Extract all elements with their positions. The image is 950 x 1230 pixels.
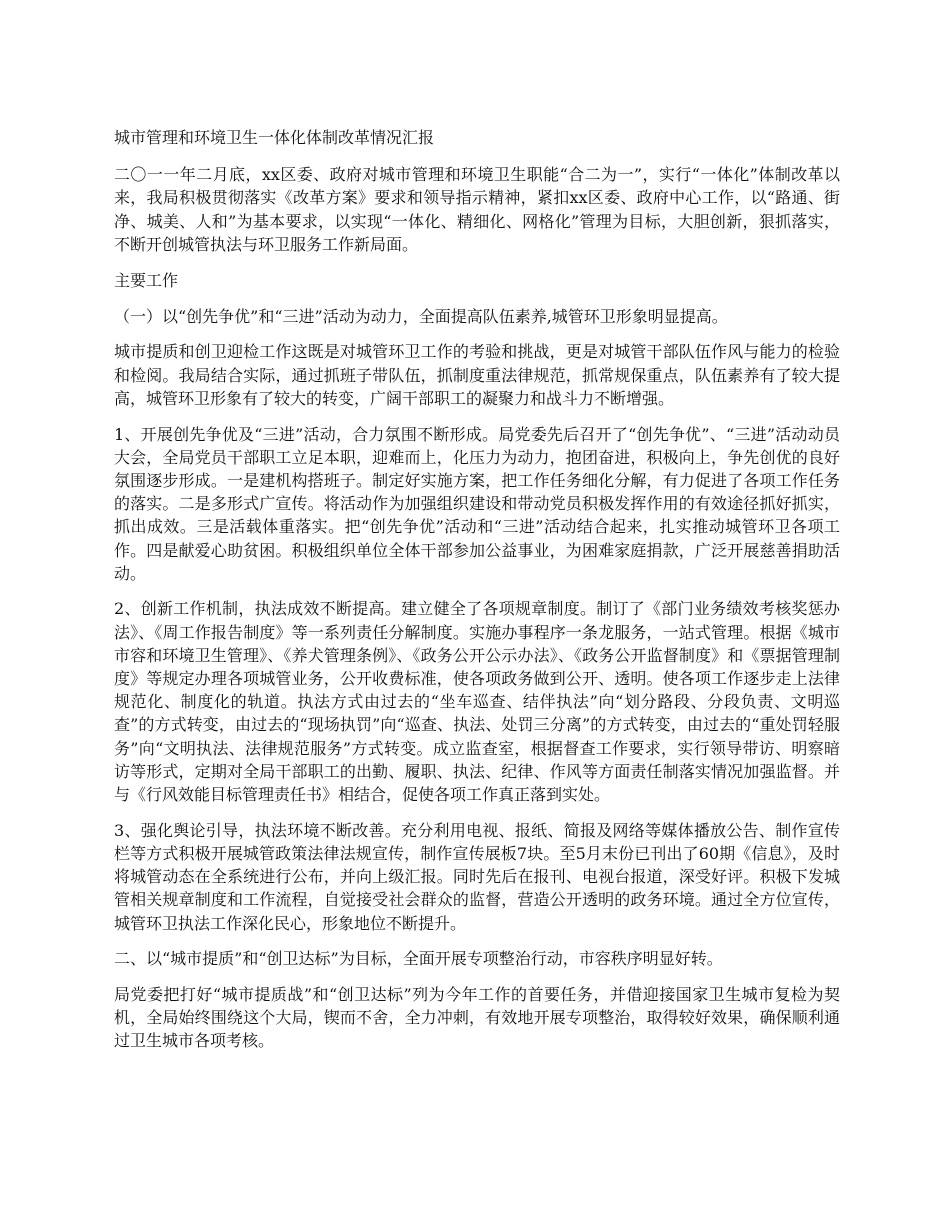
- list-item-2: 2、创新工作机制，执法成效不断提高。建立健全了各项规章制度。制订了《部门业务绩效考核奖惩办法》、《周工作报告制度》等一系列责任分解制度。实施办事程序一条龙服务，一站式管理。根据《城市市容和环境卫生管理》、《养犬管理条例》、《政务公开公示办法》、《政务公开监督制度》和《票据管理制度》等规定办理各项城管业务，公开收费标准，使各项政务做到公开、透明。使各项工作逐步走上法律规范化、制度化的轨道。执法方式由过去的“坐车巡查、结伴执法”向“划分路段、分段负责、文明巡查”的方式转变，由过去的“现场执罚”向“巡查、执法、处罚三分离”的方式转变，由过去的“重处罚轻服务”向“文明执法、法律规范服务”方式转变。成立监查室，根据督查工作要求，实行领导带访、明察暗访等形式，定期对全局干部职工的出勤、履职、执法、纪律、作风等方面责任制落实情况加强监督。并与《行风效能目标管理责任书》相结合，促使各项工作真正落到实处。: [114, 599, 840, 805]
- subsection-heading-1: （一）以“创先争优”和“三进”活动为动力，全面提高队伍素养,城管环卫形象明显提高。: [114, 306, 728, 326]
- subsection-heading-2: 二、以“城市提质”和“创卫达标”为目标，全面开展专项整治行动，市容秩序明显好转。: [114, 949, 723, 969]
- section-heading-main-work: 主要工作: [114, 270, 179, 290]
- body-paragraph: 城市提质和创卫迎检工作这既是对城管环卫工作的考验和挑战，更是对城管干部队伍作风与能力的检验和检阅。我局结合实际，通过抓班子带队伍，抓制度重法律规范，抓常规保重点，队伍素养有了较大提高，城管环卫形象有了较大的转变，广阔干部职工的凝聚力和战斗力不断增强。: [114, 342, 840, 408]
- intro-paragraph: 二〇一一年二月底，xx区委、政府对城市管理和环境卫生职能“合二为一”，实行“一体化”体制改革以来，我局积极贯彻落实《改革方案》要求和领导指示精神，紧扣xx区委、政府中心工作，以“路通、街净、城美、人和”为基本要求，以实现“一体化、精细化、网格化”管理为目标，大胆创新，狠抓落实，不断开创城管执法与环卫服务工作新局面。: [114, 165, 840, 254]
- list-item-1: 1、开展创先争优及“三进”活动，合力氛围不断形成。局党委先后召开了“创先争优”、“三进”活动动员大会，全局党员干部职工立足本职，迎难而上，化压力为动力，抱团奋进，积极向上，争先创优的良好氛围逐步形成。一是建机构搭班子。制定好实施方案，把工作任务细化分解，有力促进了各项工作任务的落实。二是多形式广宣传。将活动作为加强组织建设和带动党员积极发挥作用的有效途径抓好抓实，抓出成效。三是活载体重落实。把“创先争优”活动和“三进”活动结合起来，扎实推动城管环卫各项工作。四是献爱心助贫困。积极组织单位全体干部参加公益事业，为困难家庭捐款，广泛开展慈善捐助活动。: [114, 424, 840, 583]
- document-page: [114, 126, 840, 1065]
- document-title: 城市管理和环境卫生一体化体制改革情况汇报: [114, 128, 435, 147]
- list-item-3: 3、强化舆论引导，执法环境不断改善。充分利用电视、报纸、简报及网络等媒体播放公告、制作宣传栏等方式积极开展城管政策法律法规宣传，制作宣传展板7块。至5月末份已刊出了60期《信息》，及时将城管动态在全系统进行公布，并向上级汇报。同时先后在报刊、电视台报道，深受好评。积极下发城管相关规章制度和工作流程，自觉接受社会群众的监督，营造公开透明的政务环境。通过全方位宣传，城管环卫执法工作深化民心，形象地位不断提升。: [114, 820, 840, 933]
- body-paragraph: 局党委把打好“城市提质战”和“创卫达标”列为今年工作的首要任务，并借迎接国家卫生城市复检为契机，全局始终围绕这个大局，锲而不舍，全力冲刺，有效地开展专项整治，取得较好效果，确保顺利通过卫生城市各项考核。: [114, 985, 840, 1051]
